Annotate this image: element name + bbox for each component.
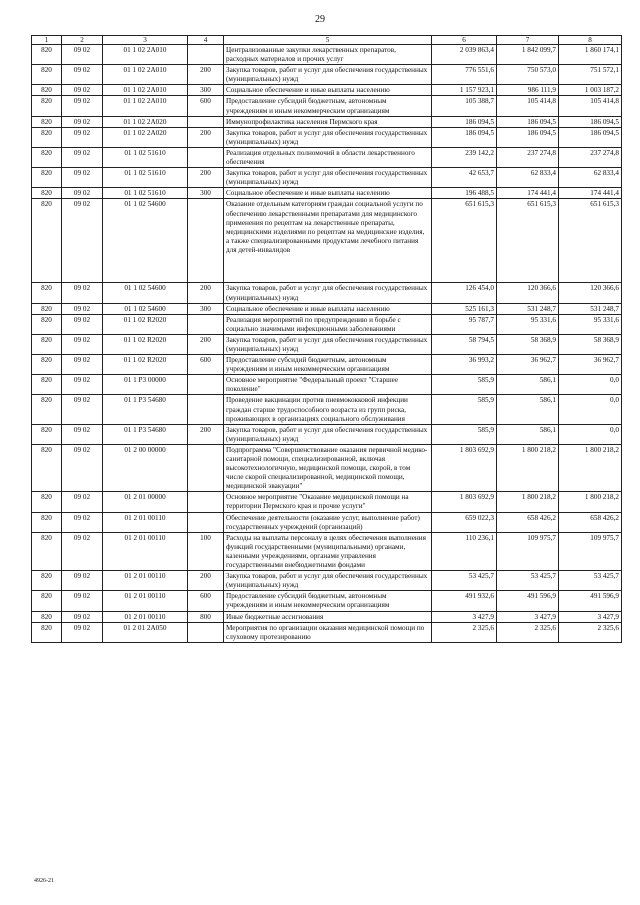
- amount-year1-cell: 585,9: [432, 395, 497, 424]
- expense-type-cell: 300: [188, 85, 224, 96]
- expense-name-cell: Социальное обеспечение и иные выплаты населению: [224, 303, 432, 314]
- target-article-cell: 01 1 02 R2020: [103, 334, 188, 354]
- column-header: 1: [32, 36, 62, 45]
- amount-year1-cell: 3 427,9: [432, 611, 497, 622]
- amount-year3-cell: 105 414,8: [559, 96, 622, 116]
- amount-year2-cell: 186 094,5: [497, 116, 559, 127]
- amount-year1-cell: 776 551,6: [432, 65, 497, 85]
- expense-type-cell: 200: [188, 283, 224, 303]
- section-code-cell: 09 02: [62, 611, 103, 622]
- table-row: [32, 571, 622, 591]
- ministry-code-cell: 820: [32, 532, 62, 570]
- amount-year1-cell: 1 803 692,9: [432, 492, 497, 512]
- target-article-cell: 01 2 01 00110: [103, 611, 188, 622]
- target-article-cell: 01 1 P3 54680: [103, 424, 188, 444]
- expense-type-cell: 300: [188, 188, 224, 199]
- ministry-code-cell: 820: [32, 314, 62, 334]
- expense-name-cell: Обеспечение деятельности (оказание услуг, выполнение работ) государственных учреждений (организаций): [224, 512, 432, 532]
- target-article-cell: 01 1 02 54600: [103, 283, 188, 303]
- amount-year1-cell: 585,9: [432, 424, 497, 444]
- ministry-code-cell: 820: [32, 65, 62, 85]
- table-row: [32, 334, 622, 354]
- ministry-code-cell: 820: [32, 147, 62, 167]
- section-code-cell: 09 02: [62, 127, 103, 147]
- amount-year3-cell: 1 800 218,2: [559, 444, 622, 491]
- amount-year2-cell: 1 800 218,2: [497, 492, 559, 512]
- target-article-cell: 01 2 01 00000: [103, 492, 188, 512]
- amount-year3-cell: 651 615,3: [559, 199, 622, 283]
- ministry-code-cell: 820: [32, 611, 62, 622]
- amount-year3-cell: 174 441,4: [559, 188, 622, 199]
- section-code-cell: 09 02: [62, 355, 103, 375]
- column-header: 3: [103, 36, 188, 45]
- table-row: [32, 127, 622, 147]
- amount-year3-cell: 109 975,7: [559, 532, 622, 570]
- amount-year3-cell: 751 572,1: [559, 65, 622, 85]
- amount-year3-cell: 0,0: [559, 395, 622, 424]
- expense-name-cell: Предоставление субсидий бюджетным, автономным учреждениям и иным некоммерческим организациям: [224, 591, 432, 611]
- table-row: [32, 65, 622, 85]
- expense-name-cell: Иные бюджетные ассигнования: [224, 611, 432, 622]
- amount-year3-cell: 58 368,9: [559, 334, 622, 354]
- expense-name-cell: Иммунопрофилактика населения Пермского края: [224, 116, 432, 127]
- amount-year3-cell: 62 833,4: [559, 168, 622, 188]
- expense-name-cell: Реализация отдельных полномочий в области лекарственного обеспечения: [224, 147, 432, 167]
- ministry-code-cell: 820: [32, 85, 62, 96]
- amount-year3-cell: 1 003 187,2: [559, 85, 622, 96]
- expense-type-cell: [188, 375, 224, 395]
- expense-type-cell: [188, 512, 224, 532]
- target-article-cell: 01 1 02 2A010: [103, 45, 188, 65]
- expense-type-cell: [188, 199, 224, 283]
- amount-year3-cell: 491 596,9: [559, 591, 622, 611]
- target-article-cell: 01 1 02 54600: [103, 303, 188, 314]
- expense-name-cell: Закупка товаров, работ и услуг для обеспечения государственных (муниципальных) нужд: [224, 424, 432, 444]
- amount-year1-cell: 53 425,7: [432, 571, 497, 591]
- amount-year2-cell: 1 800 218,2: [497, 444, 559, 491]
- expense-name-cell: Реализация мероприятий по предупреждению и борьбе с социально значимыми инфекционными заболеваниями: [224, 314, 432, 334]
- target-article-cell: 01 1 02 2A020: [103, 127, 188, 147]
- amount-year3-cell: 53 425,7: [559, 571, 622, 591]
- amount-year1-cell: 1 803 692,9: [432, 444, 497, 491]
- amount-year2-cell: 986 111,9: [497, 85, 559, 96]
- ministry-code-cell: 820: [32, 127, 62, 147]
- expense-type-cell: [188, 116, 224, 127]
- expense-type-cell: [188, 492, 224, 512]
- table-row: [32, 512, 622, 532]
- expense-type-cell: 200: [188, 571, 224, 591]
- table-row: [32, 314, 622, 334]
- table-row: [32, 283, 622, 303]
- expense-type-cell: [188, 314, 224, 334]
- section-code-cell: 09 02: [62, 532, 103, 570]
- amount-year2-cell: 186 094,5: [497, 127, 559, 147]
- expense-name-cell: Закупка товаров, работ и услуг для обеспечения государственных (муниципальных) нужд: [224, 571, 432, 591]
- target-article-cell: 01 2 01 00110: [103, 571, 188, 591]
- amount-year1-cell: 186 094,5: [432, 127, 497, 147]
- table-row: [32, 375, 622, 395]
- ministry-code-cell: 820: [32, 303, 62, 314]
- amount-year1-cell: 491 932,6: [432, 591, 497, 611]
- amount-year2-cell: 491 596,9: [497, 591, 559, 611]
- budget-table: [31, 35, 622, 643]
- section-code-cell: 09 02: [62, 116, 103, 127]
- amount-year2-cell: 2 325,6: [497, 622, 559, 642]
- ministry-code-cell: 820: [32, 424, 62, 444]
- ministry-code-cell: 820: [32, 334, 62, 354]
- expense-type-cell: [188, 147, 224, 167]
- ministry-code-cell: 820: [32, 395, 62, 424]
- section-code-cell: 09 02: [62, 622, 103, 642]
- amount-year3-cell: 2 325,6: [559, 622, 622, 642]
- column-number-row: [32, 36, 622, 45]
- table-row: [32, 188, 622, 199]
- target-article-cell: 01 1 02 51610: [103, 147, 188, 167]
- amount-year2-cell: 36 962,7: [497, 355, 559, 375]
- section-code-cell: 09 02: [62, 147, 103, 167]
- ministry-code-cell: 820: [32, 375, 62, 395]
- target-article-cell: 01 1 02 51610: [103, 188, 188, 199]
- ministry-code-cell: 820: [32, 96, 62, 116]
- amount-year2-cell: 174 441,4: [497, 188, 559, 199]
- amount-year2-cell: 237 274,8: [497, 147, 559, 167]
- table-row: [32, 611, 622, 622]
- amount-year2-cell: 1 842 099,7: [497, 45, 559, 65]
- footer-code: 4926-21: [34, 878, 54, 884]
- amount-year3-cell: 0,0: [559, 424, 622, 444]
- target-article-cell: 01 2 01 00110: [103, 591, 188, 611]
- amount-year3-cell: 120 366,6: [559, 283, 622, 303]
- table-row: [32, 199, 622, 283]
- section-code-cell: 09 02: [62, 375, 103, 395]
- ministry-code-cell: 820: [32, 45, 62, 65]
- section-code-cell: 09 02: [62, 512, 103, 532]
- table-row: [32, 444, 622, 491]
- amount-year1-cell: 2 325,6: [432, 622, 497, 642]
- expense-name-cell: Расходы на выплаты персоналу в целях обеспечения выполнения функций государственными (муниципальными) органами, казенными учреждениями, органами управления государственными внебюджетными фондами: [224, 532, 432, 570]
- table-row: [32, 591, 622, 611]
- amount-year1-cell: 95 787,7: [432, 314, 497, 334]
- column-header: 8: [559, 36, 622, 45]
- amount-year2-cell: 586,1: [497, 395, 559, 424]
- table-row: [32, 85, 622, 96]
- target-article-cell: 01 1 02 2A020: [103, 116, 188, 127]
- column-header: 2: [62, 36, 103, 45]
- ministry-code-cell: 820: [32, 116, 62, 127]
- table-row: [32, 355, 622, 375]
- ministry-code-cell: 820: [32, 199, 62, 283]
- expense-name-cell: Закупка товаров, работ и услуг для обеспечения государственных (муниципальных) нужд: [224, 334, 432, 354]
- expense-name-cell: Основное мероприятие "Оказание медицинской помощи на территории Пермского края и прочие услуги": [224, 492, 432, 512]
- section-code-cell: 09 02: [62, 168, 103, 188]
- amount-year2-cell: 53 425,7: [497, 571, 559, 591]
- table-row: [32, 45, 622, 65]
- section-code-cell: 09 02: [62, 188, 103, 199]
- expense-type-cell: 200: [188, 424, 224, 444]
- amount-year2-cell: 62 833,4: [497, 168, 559, 188]
- target-article-cell: 01 1 02 54600: [103, 199, 188, 283]
- amount-year3-cell: 531 248,7: [559, 303, 622, 314]
- amount-year1-cell: 659 022,3: [432, 512, 497, 532]
- amount-year2-cell: 750 573,0: [497, 65, 559, 85]
- expense-type-cell: 300: [188, 303, 224, 314]
- section-code-cell: 09 02: [62, 571, 103, 591]
- expense-name-cell: Предоставление субсидий бюджетным, автономным учреждениям и иным некоммерческим организациям: [224, 96, 432, 116]
- table-row: [32, 96, 622, 116]
- amount-year2-cell: 109 975,7: [497, 532, 559, 570]
- amount-year2-cell: 105 414,8: [497, 96, 559, 116]
- expense-name-cell: Предоставление субсидий бюджетным, автономным учреждениям и иным некоммерческим организациям: [224, 355, 432, 375]
- expense-type-cell: 800: [188, 611, 224, 622]
- column-header: 4: [188, 36, 224, 45]
- section-code-cell: 09 02: [62, 85, 103, 96]
- section-code-cell: 09 02: [62, 395, 103, 424]
- expense-name-cell: Мероприятия по организации оказания медицинской помощи по слуховому протезированию: [224, 622, 432, 642]
- target-article-cell: 01 2 00 00000: [103, 444, 188, 491]
- amount-year1-cell: 2 039 863,4: [432, 45, 497, 65]
- expense-type-cell: 200: [188, 65, 224, 85]
- section-code-cell: 09 02: [62, 303, 103, 314]
- amount-year1-cell: 651 615,3: [432, 199, 497, 283]
- expense-type-cell: 600: [188, 96, 224, 116]
- table-row: [32, 395, 622, 424]
- expense-type-cell: [188, 444, 224, 491]
- expense-type-cell: [188, 45, 224, 65]
- target-article-cell: 01 1 02 R2020: [103, 355, 188, 375]
- amount-year1-cell: 126 454,0: [432, 283, 497, 303]
- amount-year3-cell: 237 274,8: [559, 147, 622, 167]
- amount-year3-cell: 3 427,9: [559, 611, 622, 622]
- section-code-cell: 09 02: [62, 424, 103, 444]
- amount-year2-cell: 3 427,9: [497, 611, 559, 622]
- ministry-code-cell: 820: [32, 188, 62, 199]
- column-header: 7: [497, 36, 559, 45]
- expense-name-cell: Социальное обеспечение и иные выплаты населению: [224, 85, 432, 96]
- target-article-cell: 01 2 01 2A050: [103, 622, 188, 642]
- page-number: 29: [315, 14, 325, 25]
- target-article-cell: 01 2 01 00110: [103, 532, 188, 570]
- expense-name-cell: Проведение вакцинации против пневмококковой инфекции граждан старше трудоспособного возраста из групп риска, проживающих в организациях социального обслуживания: [224, 395, 432, 424]
- ministry-code-cell: 820: [32, 355, 62, 375]
- table-row: [32, 424, 622, 444]
- expense-name-cell: Централизованные закупки лекарственных препаратов, расходных материалов и прочих услуг: [224, 45, 432, 65]
- expense-name-cell: Закупка товаров, работ и услуг для обеспечения государственных (муниципальных) нужд: [224, 65, 432, 85]
- target-article-cell: 01 2 01 00110: [103, 512, 188, 532]
- section-code-cell: 09 02: [62, 45, 103, 65]
- amount-year2-cell: 95 331,6: [497, 314, 559, 334]
- table-row: [32, 622, 622, 642]
- amount-year2-cell: 531 248,7: [497, 303, 559, 314]
- amount-year1-cell: 58 794,5: [432, 334, 497, 354]
- column-header: 5: [224, 36, 432, 45]
- ministry-code-cell: 820: [32, 168, 62, 188]
- amount-year1-cell: 105 388,7: [432, 96, 497, 116]
- expense-name-cell: Социальное обеспечение и иные выплаты населению: [224, 188, 432, 199]
- expense-name-cell: Основное мероприятие "Федеральный проект "Старшее поколение": [224, 375, 432, 395]
- table-row: [32, 303, 622, 314]
- amount-year2-cell: 120 366,6: [497, 283, 559, 303]
- amount-year1-cell: 196 488,5: [432, 188, 497, 199]
- amount-year3-cell: 186 094,5: [559, 116, 622, 127]
- amount-year2-cell: 586,1: [497, 424, 559, 444]
- amount-year1-cell: 525 161,3: [432, 303, 497, 314]
- target-article-cell: 01 1 02 51610: [103, 168, 188, 188]
- amount-year1-cell: 585,9: [432, 375, 497, 395]
- amount-year3-cell: 95 331,6: [559, 314, 622, 334]
- amount-year1-cell: 36 993,2: [432, 355, 497, 375]
- expense-type-cell: 100: [188, 532, 224, 570]
- target-article-cell: 01 1 02 2A010: [103, 65, 188, 85]
- target-article-cell: 01 1 02 2A010: [103, 96, 188, 116]
- section-code-cell: 09 02: [62, 591, 103, 611]
- table-row: [32, 147, 622, 167]
- expense-name-cell: Оказание отдельным категориям граждан социальной услуги по обеспечению лекарственными препаратами для медицинского применения по рецептам на лекарственные препараты, медицинскими изделиями по рецептам на медицинские изделия, а также специализированными продуктами лечебного питания для детей-инвалидов: [224, 199, 432, 283]
- target-article-cell: 01 1 P3 54680: [103, 395, 188, 424]
- amount-year2-cell: 658 426,2: [497, 512, 559, 532]
- expense-type-cell: [188, 395, 224, 424]
- table-row: [32, 116, 622, 127]
- section-code-cell: 09 02: [62, 314, 103, 334]
- section-code-cell: 09 02: [62, 492, 103, 512]
- expense-type-cell: 200: [188, 168, 224, 188]
- amount-year2-cell: 651 615,3: [497, 199, 559, 283]
- amount-year3-cell: 1 860 174,1: [559, 45, 622, 65]
- expense-type-cell: 600: [188, 591, 224, 611]
- section-code-cell: 09 02: [62, 334, 103, 354]
- table-row: [32, 532, 622, 570]
- target-article-cell: 01 1 02 2A010: [103, 85, 188, 96]
- ministry-code-cell: 820: [32, 283, 62, 303]
- ministry-code-cell: 820: [32, 492, 62, 512]
- amount-year2-cell: 586,1: [497, 375, 559, 395]
- ministry-code-cell: 820: [32, 571, 62, 591]
- amount-year1-cell: 239 142,2: [432, 147, 497, 167]
- amount-year3-cell: 658 426,2: [559, 512, 622, 532]
- expense-type-cell: 200: [188, 334, 224, 354]
- section-code-cell: 09 02: [62, 444, 103, 491]
- target-article-cell: 01 1 P3 00000: [103, 375, 188, 395]
- ministry-code-cell: 820: [32, 512, 62, 532]
- section-code-cell: 09 02: [62, 199, 103, 283]
- section-code-cell: 09 02: [62, 96, 103, 116]
- expense-name-cell: Закупка товаров, работ и услуг для обеспечения государственных (муниципальных) нужд: [224, 283, 432, 303]
- amount-year3-cell: 1 800 218,2: [559, 492, 622, 512]
- amount-year1-cell: 110 236,1: [432, 532, 497, 570]
- amount-year1-cell: 42 653,7: [432, 168, 497, 188]
- amount-year2-cell: 58 368,9: [497, 334, 559, 354]
- expense-type-cell: 600: [188, 355, 224, 375]
- amount-year3-cell: 36 962,7: [559, 355, 622, 375]
- amount-year1-cell: 186 094,5: [432, 116, 497, 127]
- ministry-code-cell: 820: [32, 591, 62, 611]
- table-row: [32, 168, 622, 188]
- target-article-cell: 01 1 02 R2020: [103, 314, 188, 334]
- expense-name-cell: Закупка товаров, работ и услуг для обеспечения государственных (муниципальных) нужд: [224, 168, 432, 188]
- ministry-code-cell: 820: [32, 444, 62, 491]
- expense-type-cell: 200: [188, 127, 224, 147]
- amount-year3-cell: 186 094,5: [559, 127, 622, 147]
- expense-name-cell: Закупка товаров, работ и услуг для обеспечения государственных (муниципальных) нужд: [224, 127, 432, 147]
- amount-year3-cell: 0,0: [559, 375, 622, 395]
- section-code-cell: 09 02: [62, 65, 103, 85]
- ministry-code-cell: 820: [32, 622, 62, 642]
- table-row: [32, 492, 622, 512]
- amount-year1-cell: 1 157 923,1: [432, 85, 497, 96]
- column-header: 6: [432, 36, 497, 45]
- expense-type-cell: [188, 622, 224, 642]
- expense-name-cell: Подпрограмма "Совершенствование оказания первичной медико-санитарной помощи, специализированной, включая высокотехнологичную, медицинской помощи, скорой, в том числе скорой специализированной, медицинской помощи, медицинской эвакуации": [224, 444, 432, 491]
- section-code-cell: 09 02: [62, 283, 103, 303]
